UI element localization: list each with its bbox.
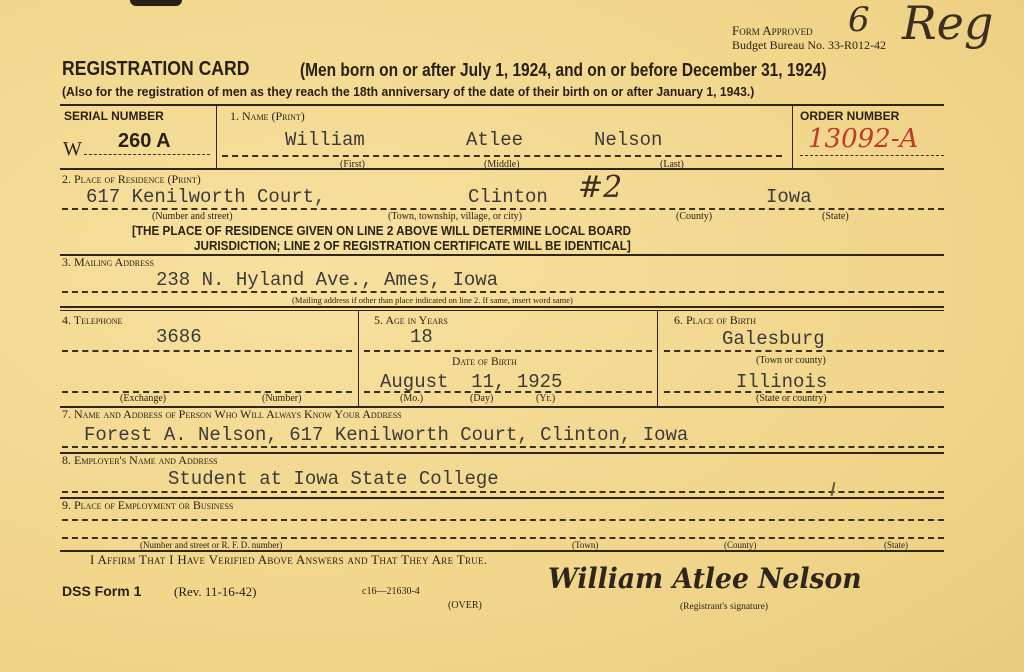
telephone-value: 3686	[156, 326, 202, 348]
name-first: William	[285, 129, 365, 151]
torn-corner	[130, 0, 182, 6]
residence-state: Iowa	[766, 186, 812, 208]
residence-cap-town: (Town, township, village, or city)	[388, 211, 522, 222]
employment-cap-town: (Town)	[572, 540, 599, 550]
contact-value: Forest A. Nelson, 617 Kenilworth Court, Clinton, Iowa	[84, 424, 689, 446]
employment-label: 9. Place of Employment or Business	[62, 498, 234, 512]
birthplace-town: Galesburg	[722, 328, 825, 350]
name-last: Nelson	[594, 129, 663, 151]
name-cap-last: (Last)	[660, 159, 684, 170]
employment-cap-county: (County)	[724, 540, 757, 550]
telephone-label: 4. Telephone	[62, 313, 123, 327]
residence-cap-county: (County)	[676, 211, 713, 222]
residence-label: 2. Place of Residence (Print)	[62, 172, 201, 186]
dob-cap-yr: (Yr.)	[536, 393, 556, 404]
name-label: 1. Name (Print)	[230, 109, 305, 123]
affirmation: I Affirm That I Have Verified Above Answers and That They Are True.	[90, 552, 488, 567]
budget-bureau: Budget Bureau No. 33-R012-42	[732, 38, 886, 52]
mailing-caption: (Mailing address if other than place indicated on line 2. If same, insert word same)	[292, 295, 573, 305]
card-title-sub: (Men born on or after July 1, 1924, and on or before December 31, 1924)	[300, 60, 827, 80]
age-label: 5. Age in Years	[374, 313, 448, 327]
residence-town: Clinton	[468, 186, 548, 208]
order-value: 13092-A	[808, 124, 919, 154]
footer-rev: (Rev. 11-16-42)	[174, 584, 257, 599]
card-subline: (Also for the registration of men as they reach the 18th anniversary of the date of their birth on or after January 1, 1943.)	[62, 84, 755, 99]
serial-value: 260 A	[118, 130, 171, 152]
form-approved: Form Approved	[732, 23, 813, 38]
handwritten-reg: Reg	[902, 0, 994, 50]
employment-cap-state: (State)	[884, 540, 908, 550]
birthplace-cap-state: (State or country)	[756, 393, 827, 404]
employment-cap-street: (Number and street or R. F. D. number)	[140, 540, 283, 550]
employer-value: Student at Iowa State College	[168, 468, 499, 490]
birthplace-state: Illinois	[736, 371, 828, 393]
registrant-signature: William Atlee Nelson	[548, 562, 862, 595]
residence-cap-street: (Number and street)	[152, 211, 233, 222]
footer-form: DSS Form 1	[62, 583, 142, 599]
stray-mark	[831, 482, 836, 496]
signature-caption: (Registrant's signature)	[680, 602, 768, 612]
dob-value: August 11, 1925	[380, 371, 563, 393]
name-cap-middle: (Middle)	[484, 159, 520, 170]
mailing-value: 238 N. Hyland Ave., Ames, Iowa	[156, 269, 499, 291]
residence-cap-state: (State)	[822, 211, 849, 222]
birthplace-label: 6. Place of Birth	[674, 313, 756, 327]
residence-notice-2: JURISDICTION; LINE 2 OF REGISTRATION CERTIFICATE WILL BE IDENTICAL]	[194, 238, 631, 253]
serial-label: SERIAL NUMBER	[64, 109, 164, 123]
contact-label: 7. Name and Address of Person Who Will Always Know Your Address	[62, 407, 402, 421]
residence-notice-1: [THE PLACE OF RESIDENCE GIVEN ON LINE 2 ABOVE WILL DETERMINE LOCAL BOARD	[132, 223, 632, 238]
footer-over: (OVER)	[448, 600, 482, 611]
card-title: REGISTRATION CARD	[62, 58, 250, 80]
dob-label: Date of Birth	[452, 356, 517, 368]
dob-cap-mo: (Mo.)	[400, 393, 424, 404]
residence-street: 617 Kenilworth Court,	[86, 186, 326, 208]
serial-prefix: W	[63, 138, 82, 160]
dob-cap-day: (Day)	[470, 393, 494, 404]
age-value: 18	[410, 326, 433, 348]
footer-code: c16—21630-4	[362, 586, 420, 597]
residence-hand-mark: #2	[578, 170, 623, 205]
birthplace-cap-town: (Town or county)	[756, 355, 826, 366]
name-cap-first: (First)	[340, 159, 365, 170]
telephone-cap-exchange: (Exchange)	[120, 393, 167, 404]
order-label: ORDER NUMBER	[800, 109, 900, 123]
name-middle: Atlee	[466, 129, 524, 151]
handwritten-6: 6	[848, 0, 870, 40]
telephone-cap-number: (Number)	[262, 393, 302, 404]
employer-label: 8. Employer's Name and Address	[62, 453, 218, 467]
mailing-label: 3. Mailing Address	[62, 255, 154, 269]
